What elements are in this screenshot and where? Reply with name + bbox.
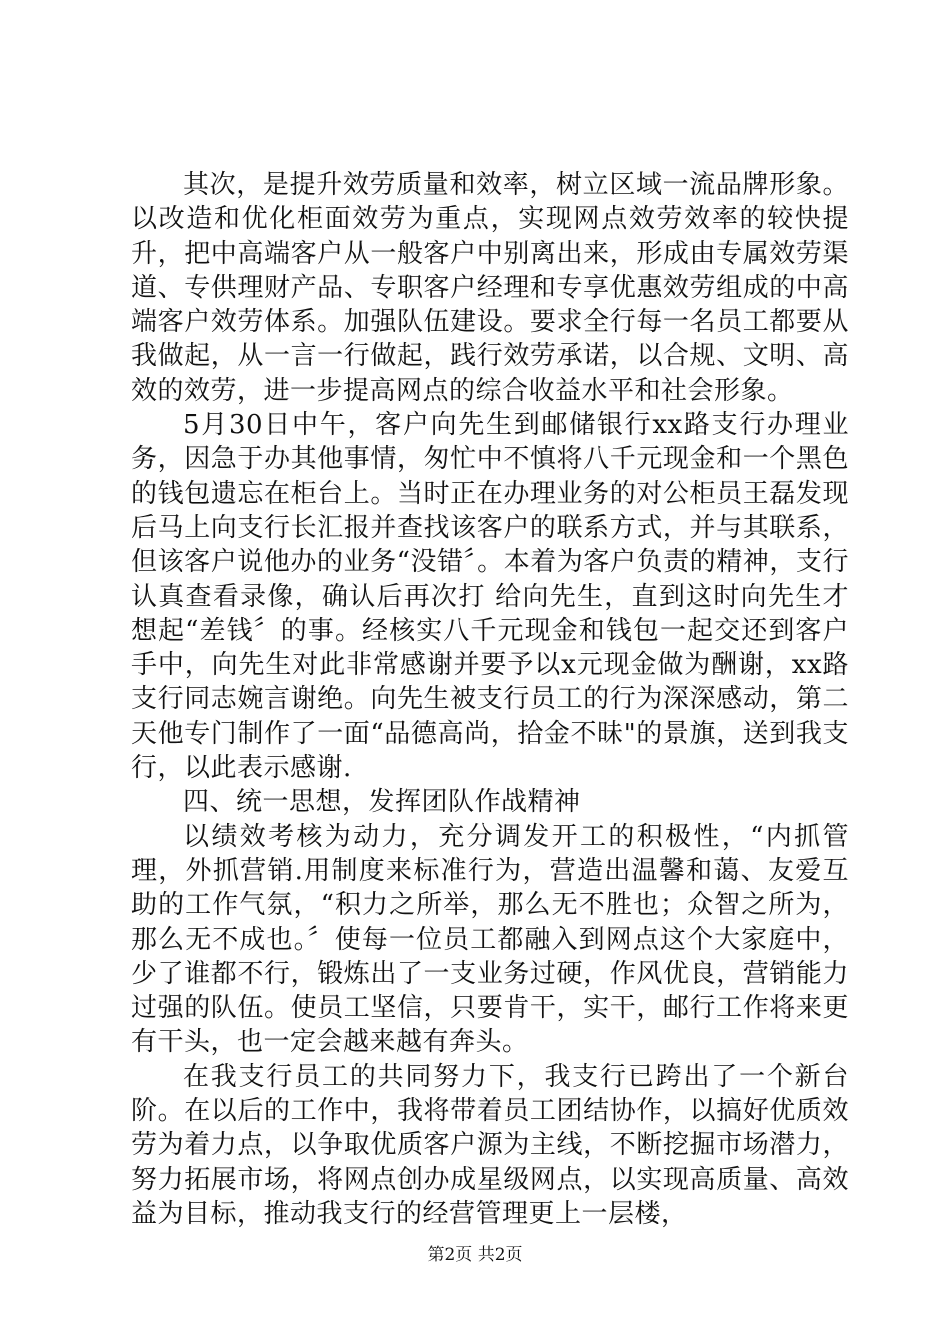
document-body bbox=[131, 168, 849, 1231]
page-number-footer: 第2页 共2页 bbox=[427, 1245, 523, 1265]
paragraph-customer-story: 5月30日中午，客户向先生到邮储银行xx路支行办理业务，因急于办其他事情，匆忙中不慎将八千元现金和一个黑色的钱包遗忘在柜台上。当时正在办理业务的对公柜员王磊发现后马上向支行长汇报并查找该客户的联系方式，并与其联系，但该客户说他办的业务“没错〞。本着为客户负责的精神，支行认真查看录像，确认后再次打 给向先生，直到这时向先生才想起“差钱〞的事。经核实八千元现金和钱包一起交还到客户手中，向先生对此非常感谢并要予以x元现金做为酬谢，xx路支行同志婉言谢绝。向先生被支行员工的行为深深感动，第二天他专门制作了一面“品德高尚，拾金不昧"的景旗，送到我支行，以此表示感谢. bbox=[131, 410, 849, 784]
paragraph-service-quality: 其次，是提升效劳质量和效率，树立区域一流品牌形象。以改造和优化柜面效劳为重点，实现网点效劳效率的较快提升，把中高端客户从一般客户中别离出来，形成由专属效劳渠道、专供理财产品、专职客户经理和专享优惠效劳组成的中高端客户效劳体系。加强队伍建设。要求全行每一名员工都要从我做起，从一言一行做起，践行效劳承诺，以合规、文明、高效的效劳，进一步提高网点的综合收益水平和社会形象。 bbox=[131, 170, 849, 406]
section-heading-team-spirit: 四、统一思想，发挥团队作战精神 bbox=[183, 787, 581, 818]
paragraph-performance-assessment: 以绩效考核为动力，充分调发开工的积极性，“内抓管理，外抓营销.用制度来标准行为，营造出温馨和蔼、友爱互助的工作气氛，“积力之所举，那么无不胜也；众智之所为，那么无不成也。〞使每一位员工都融入到网点这个大家庭中，少了谁都不行，锻炼出了一支业务过硬，作风优良，营销能力过强的队伍。使员工坚信，只要肯干，实干，邮行工作将来更有干头，也一定会越来越有奔头。 bbox=[131, 821, 849, 1058]
paragraph-future-goals: 在我支行员工的共同努力下，我支行已跨出了一个新台阶。在以后的工作中，我将带着员工团结协作，以搞好优质效劳为着力点，以争取优质客户源为主线，不断挖掘市场潜力，努力拓展市场，将网点创办成星级网点，以实现高质量、高效益为目标，推动我支行的经营管理更上一层楼， bbox=[131, 1061, 849, 1229]
